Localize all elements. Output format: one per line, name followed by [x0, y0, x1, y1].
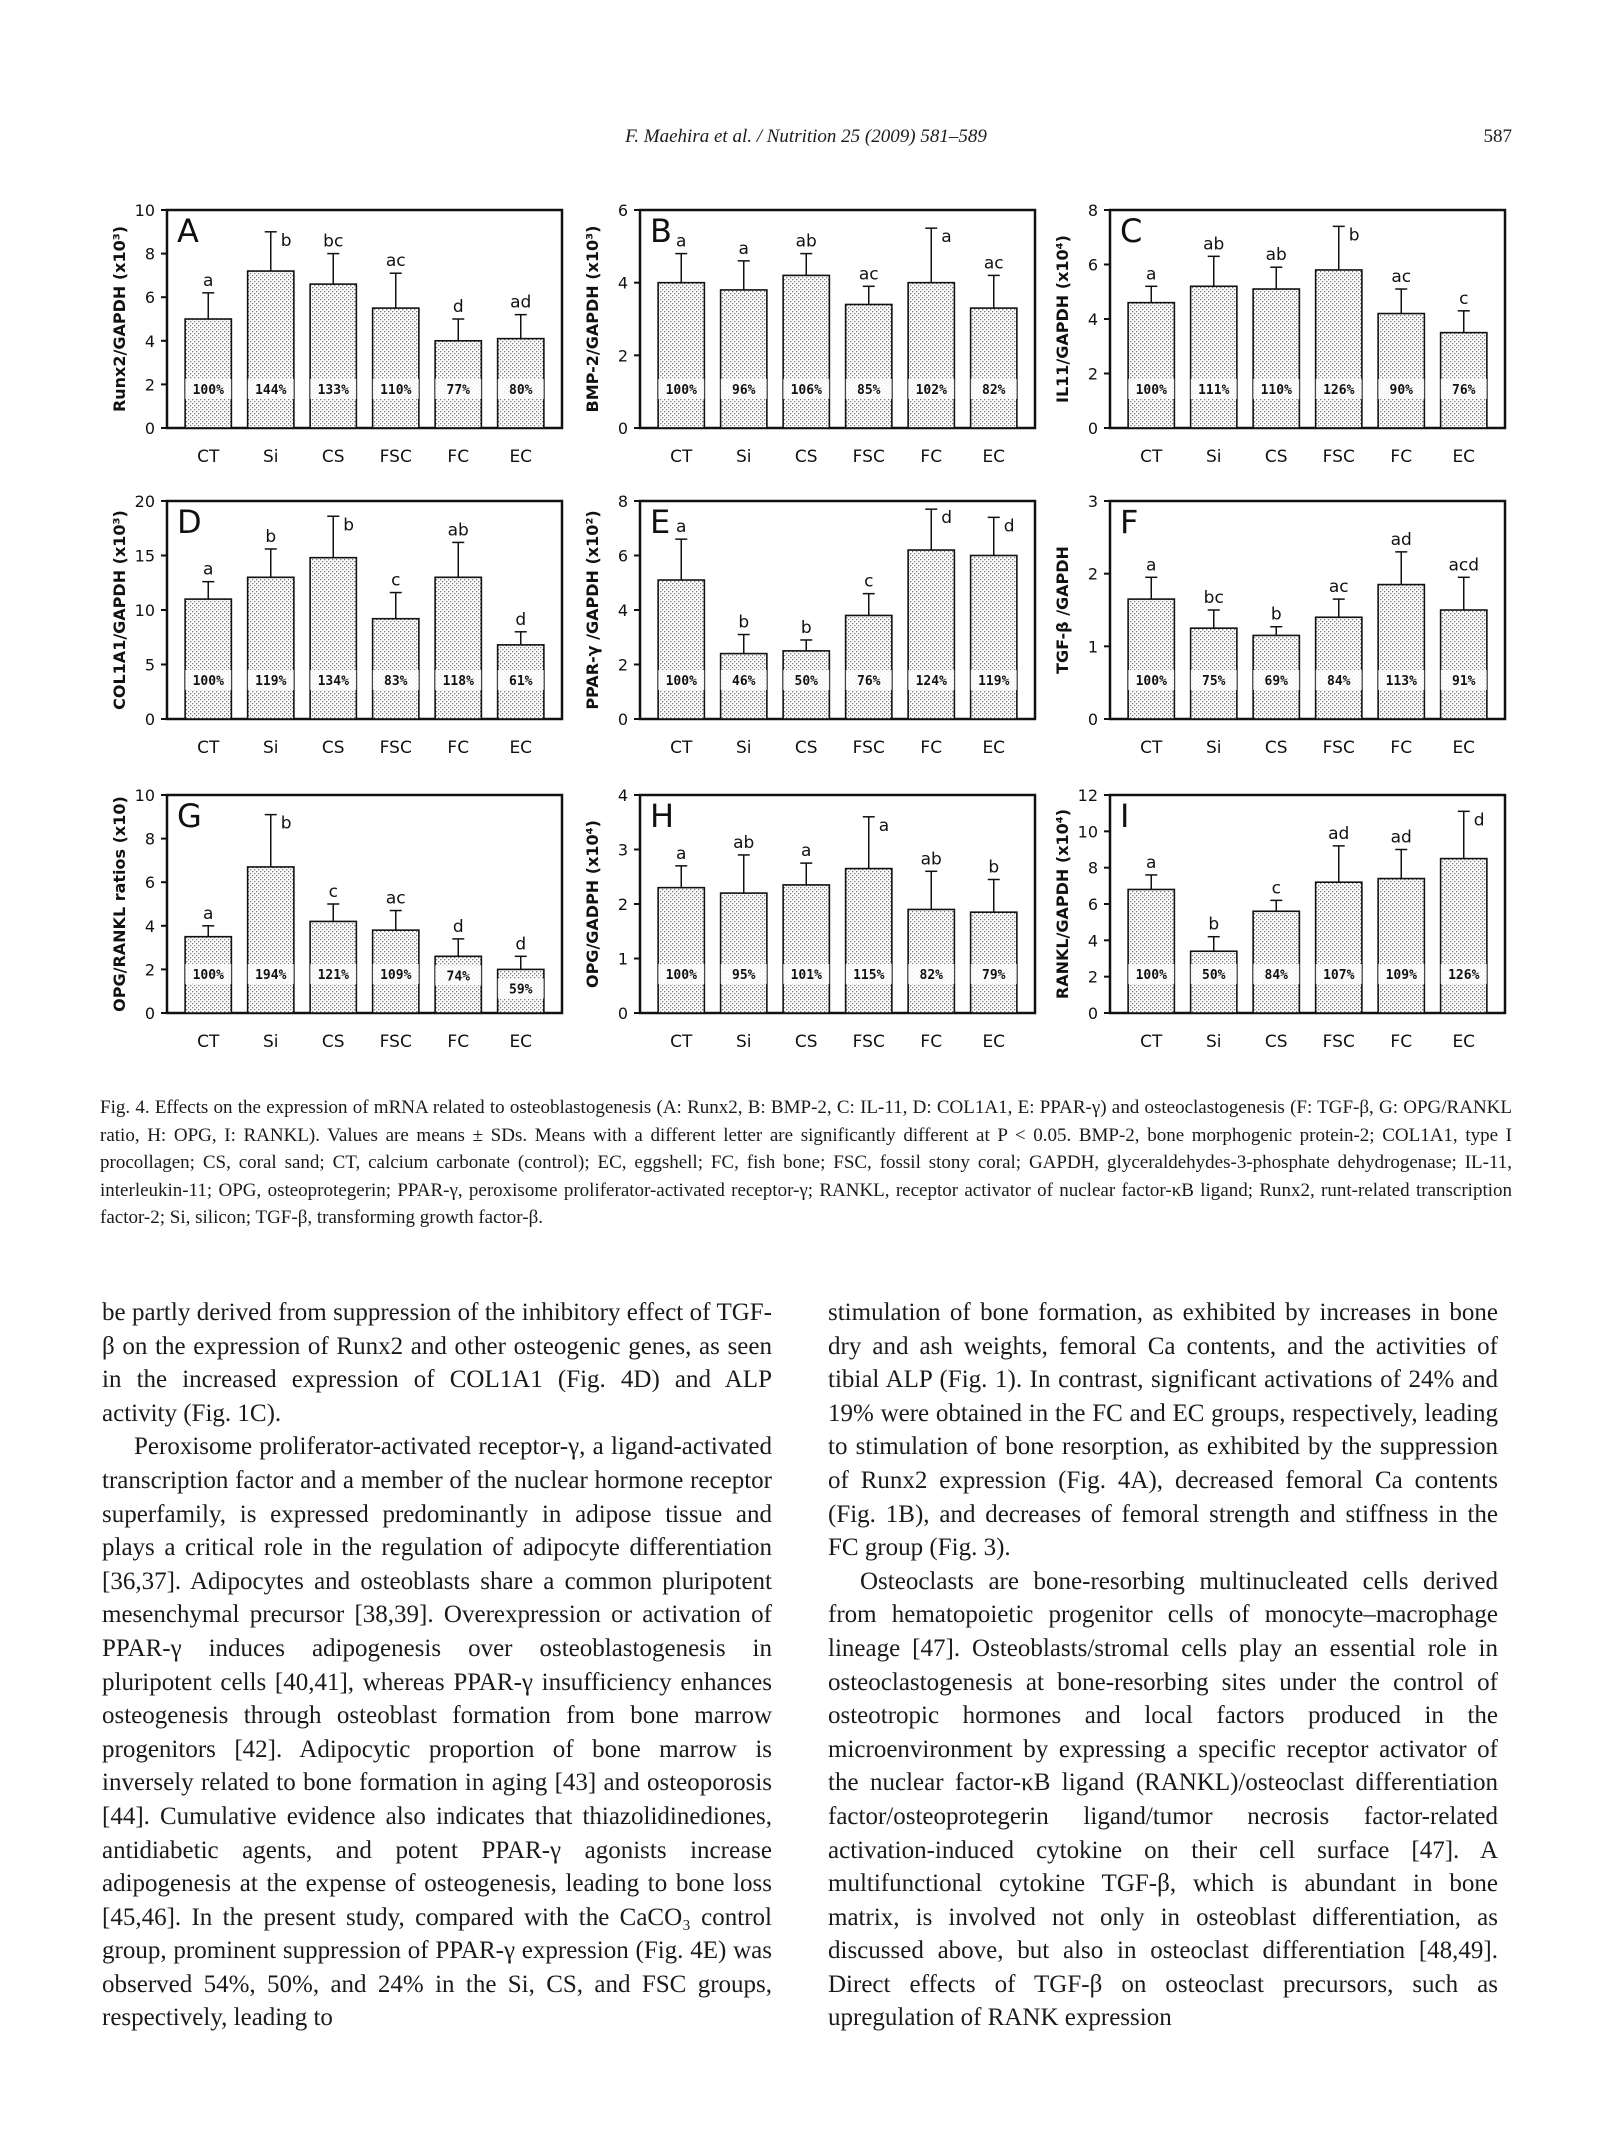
body-column-right [828, 1296, 1498, 2035]
percent-label: 109% [380, 968, 412, 983]
bar [783, 885, 829, 1013]
significance-letter: ab [920, 849, 942, 870]
category-label: EC [509, 738, 533, 758]
significance-letter: c [1271, 878, 1281, 899]
percent-label: 134% [317, 674, 349, 689]
percent-label: 100% [192, 383, 224, 398]
percent-label: 80% [509, 383, 533, 398]
y-tick-label: 6 [144, 288, 155, 308]
percent-label: 59% [509, 982, 533, 998]
significance-letter: ad [1328, 823, 1350, 844]
percent-label: 110% [380, 383, 412, 398]
bar [846, 869, 892, 1013]
percent-label: 79% [982, 968, 1006, 983]
bar [721, 290, 767, 428]
figure-4-charts [100, 195, 1520, 1075]
percent-label: 76% [857, 674, 881, 689]
significance-letter: ab [1203, 234, 1225, 255]
y-tick-label: 0 [617, 419, 628, 438]
significance-letter: a [1146, 555, 1157, 576]
bar [1378, 314, 1424, 428]
category-label: CT [1140, 1032, 1163, 1052]
y-axis-label: Runx2/GAPDH (x10³) [110, 225, 129, 413]
significance-letter: ab [447, 520, 469, 541]
paragraph: be partly derived from suppression of the inhibitory effect of TGF-β on the expression of Runx2 and other osteogenic genes, as seen in the increased expression of COL1A1 (Fig. 4D) and ALP activity (Fig. 1C). [102, 1299, 772, 1427]
bar [1191, 286, 1237, 428]
bar [310, 558, 356, 719]
bar [1128, 599, 1174, 719]
y-axis-label: IL11/GAPDH (x10⁴) [1053, 235, 1072, 403]
significance-letter: d [1003, 516, 1015, 537]
significance-letter: a [676, 517, 687, 538]
y-tick-label: 8 [144, 829, 155, 849]
category-label: EC [509, 447, 533, 467]
y-tick-label: 0 [1087, 1004, 1098, 1023]
category-label: FC [1390, 738, 1413, 758]
percent-label: 107% [1323, 968, 1355, 983]
panel-letter: H [650, 797, 675, 835]
bar [1378, 879, 1424, 1013]
category-label: CS [1264, 1032, 1288, 1052]
category-label: Si [262, 447, 279, 467]
y-tick-label: 0 [1087, 710, 1098, 729]
significance-letter: b [1270, 604, 1282, 625]
category-label: FC [920, 447, 943, 467]
bar [185, 319, 231, 428]
significance-letter: a [1146, 852, 1157, 873]
significance-letter: a [203, 559, 214, 580]
significance-letter: b [280, 230, 292, 251]
percent-label: 121% [317, 968, 349, 983]
y-tick-label: 2 [144, 375, 155, 395]
y-axis-label: OPG/GADPH (x10⁴) [583, 819, 602, 989]
percent-label: 101% [790, 968, 822, 983]
category-label: EC [1452, 447, 1476, 467]
category-label: CT [1140, 447, 1163, 467]
category-label: CT [670, 1032, 693, 1052]
category-label: CT [670, 447, 693, 467]
significance-letter: ad [510, 292, 532, 313]
bar [248, 577, 294, 719]
bar [435, 577, 481, 719]
significance-letter: ab [1265, 245, 1287, 266]
percent-label: 100% [1135, 383, 1167, 398]
percent-label: 106% [790, 383, 822, 398]
category-label: Si [262, 738, 279, 758]
y-axis-label: TGF-β /GAPDH [1053, 546, 1072, 674]
y-tick-label: 4 [1087, 310, 1098, 329]
significance-letter: a [676, 231, 687, 252]
bar [658, 580, 704, 719]
paragraph: stimulation of bone formation, as exhibited by increases in bone dry and ash weights, femoral Ca contents, and the activities of tibial ALP (Fig. 1). In contrast, significant activations of 24% and 19% were obtained in the FC and EC groups, respectively, leading to stimulation of bone resorption, as exhibited by the suppression of Runx2 expression (Fig. 4A), decreased femoral Ca contents (Fig. 1B), and decreases of femoral strength and stiffness in the FC group (Fig. 3). [828, 1299, 1498, 1562]
category-label: EC [509, 1032, 533, 1052]
significance-letter: ad [1390, 529, 1412, 550]
category-label: FC [1390, 447, 1413, 467]
category-label: FSC [379, 447, 412, 467]
paragraph: Osteoclasts are bone-resorbing multinucleated cells derived from hematopoietic progenitor cells of monocyte–macrophage lineage [47]. Osteoblasts/stromal cells play an essential role in osteoclastogenesis at bone-resorbing sites under the control of osteotropic hormones and local factors produced in the microenvironment by expressing a specific receptor activator of the nuclear factor-κB ligand (RANKL)/osteoclast differentiation factor/osteoprotegerin ligand/tumor necrosis factor-related activation-induced cytokine on their cell surface [47]. A multifunctional cytokine TGF-β, which is abundant in bone matrix, is involved not only in osteoblast differentiation, as discussed above, but also in osteoclast differentiation [48,49]. Direct effects of TGF-β on osteoclast precursors, such as upregulation of RANK expression [828, 1567, 1498, 2032]
y-tick-label: 0 [144, 1004, 155, 1023]
significance-letter: c [864, 571, 874, 592]
category-label: CS [321, 1032, 345, 1052]
y-tick-label: 6 [144, 873, 155, 893]
percent-label: 50% [1202, 968, 1226, 983]
chart-panel-e [583, 492, 1035, 758]
category-label: Si [1205, 738, 1222, 758]
significance-letter: b [280, 813, 292, 834]
bar [1316, 882, 1362, 1013]
percent-label: 100% [192, 674, 224, 689]
bar [908, 550, 954, 719]
panel-letter: B [650, 212, 672, 250]
percent-label: 91% [1452, 674, 1476, 689]
category-label: CT [1140, 738, 1163, 758]
chart-panel-f [1053, 492, 1505, 758]
panel-letter: G [177, 797, 202, 835]
caption-text: Fig. 4. Effects on the expression of mRNA related to osteoblastogenesis (A: Runx2, B: BMP-2, C: IL-11, D: COL1A1, E: PPAR-γ) and osteoclastogenesis (F: TGF-β, G: OPG/RANKL ratio, H: OPG, I: RANKL). Values are means ± SDs. Means with a different letter are significantly different at P < 0.05. BMP-2, bone morphogenic protein-2; COL1A1, type I procollagen; CS, coral sand; CT, calcium carbonate (control); EC, eggshell; FC, fish bone; FSC, fossil stony coral; GAPDH, glyceraldehydes-3-phosphate dehydrogenase; IL-11, interleukin-11; OPG, osteoprotegerin; PPAR-γ, peroxisome proliferator-activated receptor-γ; RANKL, receptor activator of nuclear factor-κB ligand; Runx2, runt-related transcription factor-2; Si, silicon; TGF-β, transforming growth factor-β. [100, 1097, 1512, 1228]
category-label: FC [447, 447, 470, 467]
category-label: CT [197, 738, 220, 758]
significance-letter: b [1348, 225, 1360, 246]
significance-letter: b [800, 617, 812, 638]
category-label: FSC [379, 738, 412, 758]
significance-letter: d [452, 297, 464, 317]
significance-letter: b [738, 612, 750, 633]
percent-label: 82% [982, 383, 1006, 398]
y-tick-label: 10 [134, 786, 155, 805]
bar [310, 284, 356, 428]
percent-label: 111% [1198, 383, 1230, 398]
y-tick-label: 2 [1087, 967, 1098, 987]
paragraph: Peroxisome proliferator-activated receptor-γ, a ligand-activated transcription factor and a member of the nuclear hormone receptor superfamily, is expressed predominantly in adipose tissue and plays a critical role in the regulation of adipocyte differentiation [36,37]. Adipocytes and osteoblasts share a common pluripotent mesenchymal precursor [38,39]. Overexpression or activation of PPAR-γ induces adipogenesis over osteoblastogenesis in pluripotent cells [40,41], whereas PPAR-γ insufficiency enhances osteogenesis through osteoblast formation from bone marrow progenitors [42]. Adipocytic proportion of bone marrow is inversely related to bone formation in aging [43] and osteoporosis [44]. Cumulative evidence also indicates that thiazolidinediones, antidiabetic agents, and potent PPAR-γ agonists increase adipogenesis at the expense of osteogenesis, leading to bone loss [45,46]. In the present study, compared with the CaCO₃ control group, prominent suppression of PPAR-γ expression (Fig. 4E) was observed 54%, 50%, and 24% in the Si, CS, and FSC groups, respectively, leading to [102, 1433, 772, 2032]
percent-label: 102% [915, 383, 947, 398]
percent-label: 46% [732, 674, 756, 689]
percent-label: 96% [732, 383, 756, 398]
category-label: Si [735, 447, 752, 467]
significance-letter: ac [1391, 267, 1412, 288]
percent-label: 95% [732, 968, 756, 983]
bar [1128, 303, 1174, 428]
significance-letter: d [515, 609, 527, 630]
y-tick-label: 12 [1077, 786, 1098, 805]
percent-label: 75% [1202, 674, 1226, 689]
significance-letter: c [391, 570, 401, 591]
figure-caption [100, 1094, 1512, 1232]
figure-4 [100, 195, 1520, 1075]
y-tick-label: 5 [144, 655, 155, 675]
significance-letter: bc [1203, 588, 1224, 608]
y-tick-label: 0 [1087, 419, 1098, 438]
y-tick-label: 4 [1087, 931, 1098, 951]
significance-letter: b [1208, 914, 1220, 935]
y-tick-label: 6 [1087, 895, 1098, 914]
percent-label: 126% [1448, 968, 1480, 983]
y-tick-label: 8 [617, 492, 628, 511]
category-label: FSC [852, 1032, 885, 1052]
significance-letter: a [203, 270, 214, 291]
category-label: FSC [1322, 447, 1355, 467]
category-label: CS [321, 738, 345, 758]
y-tick-label: 10 [134, 201, 155, 220]
y-tick-label: 2 [617, 346, 628, 366]
y-tick-label: 1 [617, 949, 628, 969]
category-label: FC [447, 1032, 470, 1052]
significance-letter: d [452, 916, 464, 937]
significance-letter: a [676, 843, 687, 864]
percent-label: 90% [1389, 383, 1413, 398]
percent-label: 77% [446, 383, 470, 398]
percent-label: 194% [255, 968, 287, 983]
y-tick-label: 10 [1077, 822, 1098, 842]
bar [1378, 585, 1424, 719]
significance-letter: b [988, 857, 1000, 878]
bar [1441, 859, 1487, 1013]
category-label: EC [982, 447, 1006, 467]
category-label: CS [794, 738, 818, 758]
category-label: CS [321, 447, 345, 467]
bar [846, 304, 892, 428]
percent-label: 126% [1323, 383, 1355, 398]
y-tick-label: 2 [1087, 564, 1098, 584]
category-label: FC [920, 738, 943, 758]
significance-letter: acd [1448, 555, 1480, 576]
panel-letter: C [1120, 212, 1143, 250]
bar [908, 283, 954, 428]
category-label: CT [197, 447, 220, 467]
percent-label: 118% [442, 674, 474, 689]
panel-letter: E [650, 503, 671, 541]
y-axis-label: BMP-2/GAPDH (x10³) [583, 225, 602, 413]
category-label: FSC [1322, 1032, 1355, 1052]
percent-label: 83% [384, 674, 408, 689]
running-header [100, 126, 1512, 156]
category-label: CS [794, 1032, 818, 1052]
y-axis-label: PPAR-γ /GAPDH (x10²) [583, 510, 602, 710]
y-tick-label: 4 [144, 916, 155, 936]
y-axis-label: RANKL/GAPDH (x10⁴) [1053, 808, 1072, 1000]
significance-letter: ac [983, 253, 1004, 274]
significance-letter: ac [385, 888, 406, 909]
y-tick-label: 3 [1087, 492, 1098, 511]
y-tick-label: 2 [144, 960, 155, 980]
y-tick-label: 4 [144, 331, 155, 351]
category-label: Si [1205, 447, 1222, 467]
bar [908, 909, 954, 1013]
significance-letter: a [878, 815, 890, 836]
chart-panel-b [583, 201, 1035, 467]
percent-label: 133% [317, 383, 349, 398]
significance-letter: d [941, 508, 953, 529]
percent-label: 144% [255, 383, 287, 398]
bar [971, 308, 1017, 428]
y-axis-label: OPG/RANKL ratios (x10) [110, 796, 129, 1012]
percent-label: 124% [915, 674, 947, 689]
bar [1253, 911, 1299, 1013]
percent-label: 100% [665, 383, 697, 398]
y-tick-label: 1 [1087, 637, 1098, 657]
percent-label: 84% [1264, 968, 1288, 983]
significance-letter: ab [733, 832, 755, 853]
y-tick-label: 0 [144, 419, 155, 438]
category-label: EC [1452, 1032, 1476, 1052]
body-column-left [102, 1296, 772, 2035]
y-tick-label: 6 [617, 546, 628, 566]
panel-letter: A [177, 212, 199, 250]
category-label: FSC [852, 447, 885, 467]
panel-letter: D [177, 503, 202, 541]
bar [1441, 610, 1487, 719]
significance-letter: ac [1328, 577, 1349, 598]
percent-label: 85% [857, 383, 881, 398]
percent-label: 100% [1135, 674, 1167, 689]
chart-panel-g [110, 786, 562, 1052]
significance-letter: ab [795, 231, 817, 252]
y-tick-label: 20 [134, 492, 155, 511]
category-label: EC [1452, 738, 1476, 758]
bar [1128, 889, 1174, 1013]
percent-label: 100% [665, 968, 697, 983]
page-number: 587 [1483, 126, 1512, 147]
bar [1253, 289, 1299, 428]
category-label: FSC [1322, 738, 1355, 758]
y-tick-label: 4 [617, 601, 628, 620]
y-tick-label: 2 [1087, 364, 1098, 384]
y-tick-label: 0 [144, 710, 155, 729]
significance-letter: d [1473, 810, 1485, 831]
chart-panel-d [110, 492, 562, 758]
category-label: CS [1264, 738, 1288, 758]
significance-letter: a [203, 903, 214, 924]
bar [658, 283, 704, 428]
significance-letter: c [1459, 288, 1469, 309]
y-tick-label: 4 [617, 273, 628, 293]
percent-label: 84% [1327, 674, 1351, 689]
chart-panel-c [1053, 201, 1505, 467]
journal-citation: F. Maehira et al. / Nutrition 25 (2009) 581–589 [625, 126, 987, 147]
category-label: EC [982, 738, 1006, 758]
bar [846, 615, 892, 719]
chart-panel-i [1053, 786, 1505, 1052]
chart-panel-a [110, 201, 562, 467]
significance-letter: a [738, 238, 749, 259]
y-tick-label: 4 [617, 786, 628, 805]
significance-letter: ad [1390, 827, 1412, 848]
significance-letter: c [328, 882, 338, 902]
bar [658, 888, 704, 1013]
percent-label: 109% [1385, 968, 1417, 983]
bar [971, 912, 1017, 1013]
chart-panel-h [583, 786, 1035, 1052]
category-label: CS [1264, 447, 1288, 467]
percent-label: 100% [1135, 968, 1167, 983]
significance-letter: a [941, 227, 952, 248]
y-tick-label: 10 [134, 601, 155, 620]
y-axis-label: COL1A1/GAPDH (x10³) [110, 510, 129, 710]
percent-label: 69% [1264, 674, 1288, 689]
percent-label: 113% [1385, 674, 1417, 689]
category-label: CT [670, 738, 693, 758]
category-label: Si [735, 738, 752, 758]
y-tick-label: 0 [617, 710, 628, 729]
y-tick-label: 2 [617, 895, 628, 914]
category-label: FC [447, 738, 470, 758]
bar [185, 599, 231, 719]
category-label: Si [262, 1032, 279, 1052]
bar [248, 271, 294, 428]
y-tick-label: 8 [1087, 201, 1098, 220]
percent-label: 74% [446, 969, 470, 985]
percent-label: 119% [978, 674, 1010, 689]
category-label: Si [735, 1032, 752, 1052]
percent-label: 76% [1452, 383, 1476, 398]
y-tick-label: 8 [1087, 858, 1098, 878]
percent-label: 100% [665, 674, 697, 689]
bar [373, 619, 419, 719]
category-label: CS [794, 447, 818, 467]
significance-letter: ac [385, 251, 406, 272]
bar [1316, 617, 1362, 719]
significance-letter: bc [323, 231, 344, 252]
percent-label: 82% [919, 968, 943, 983]
bar [248, 867, 294, 1013]
category-label: FSC [379, 1032, 412, 1052]
significance-letter: b [265, 526, 277, 547]
percent-label: 61% [509, 674, 533, 689]
y-tick-label: 0 [617, 1004, 628, 1023]
category-label: CT [197, 1032, 220, 1052]
category-label: FSC [852, 738, 885, 758]
percent-label: 115% [853, 968, 885, 983]
significance-letter: a [801, 841, 812, 862]
bar [971, 556, 1017, 720]
significance-letter: b [343, 515, 355, 536]
category-label: EC [982, 1032, 1006, 1052]
panel-letter: I [1120, 797, 1130, 835]
bar [1316, 270, 1362, 428]
y-tick-label: 2 [617, 655, 628, 675]
y-tick-label: 8 [144, 244, 155, 264]
bar [783, 275, 829, 428]
y-tick-label: 15 [134, 546, 155, 566]
percent-label: 119% [255, 674, 287, 689]
category-label: FC [1390, 1032, 1413, 1052]
category-label: Si [1205, 1032, 1222, 1052]
panel-letter: F [1120, 503, 1139, 541]
percent-label: 100% [192, 968, 224, 983]
y-tick-label: 6 [617, 201, 628, 220]
bar [721, 893, 767, 1013]
bar [373, 308, 419, 428]
percent-label: 110% [1260, 383, 1292, 398]
significance-letter: d [515, 934, 527, 955]
percent-label: 50% [794, 674, 818, 689]
significance-letter: ac [858, 264, 879, 285]
y-tick-label: 6 [1087, 255, 1098, 275]
y-tick-label: 3 [617, 840, 628, 860]
category-label: FC [920, 1032, 943, 1052]
significance-letter: a [1146, 264, 1157, 285]
